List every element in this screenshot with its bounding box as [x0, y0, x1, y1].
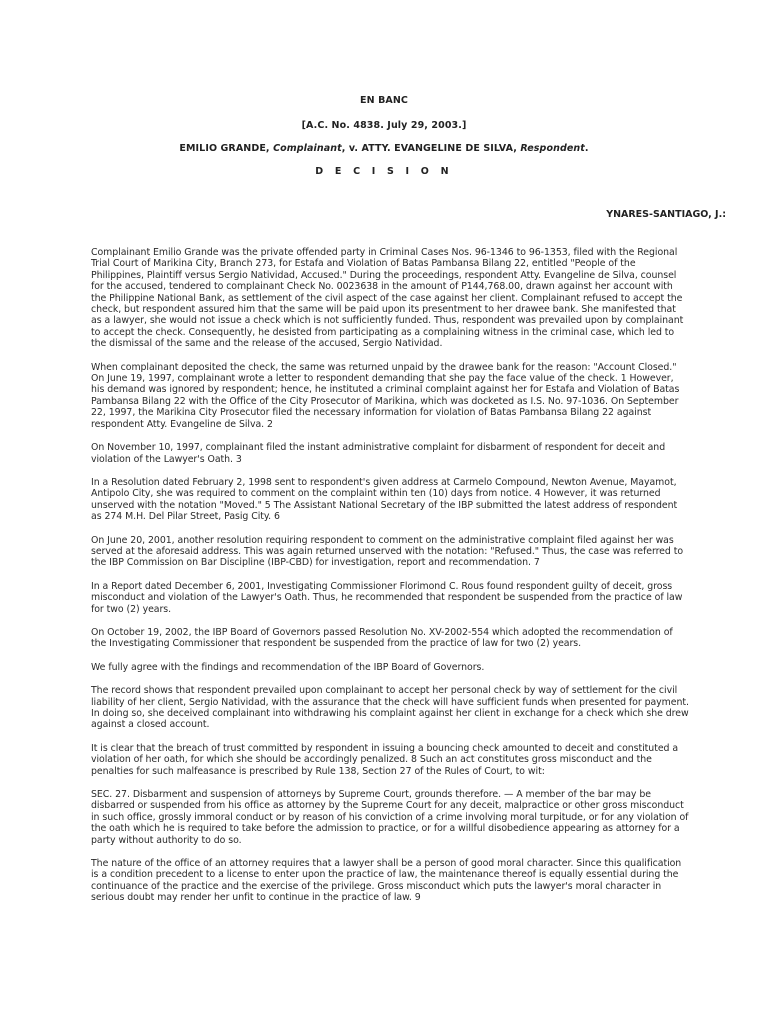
versus-respondent-name: , v. ATTY. EVANGELINE DE SILVA,	[341, 143, 521, 154]
paragraph: The record shows that respondent prevailed upon complainant to accept her personal check by way of settlement for the civil liability of her client, Sergio Natividad, with the assurance that the check will have sufficient funds when presented for payment. In doing so, she deceived complainant into withdrawing his complaint against her client in exchange for a check which she drew against a closed account.	[91, 685, 689, 731]
paragraph: In a Report dated December 6, 2001, Investigating Commissioner Florimond C. Rous found respondent guilty of deceit, gross misconduct and violation of the Lawyer's Oath. Thus, he recommended that respondent be suspended from the practice of law for two (2) years.	[91, 580, 683, 615]
paragraph: The nature of the office of an attorney requires that a lawyer shall be a person of good moral character. Since this qualification is a condition precedent to a license to enter upon the practice of law, the maintenance thereof is equally essential during the continuance of the practice and the exercise of the privilege. Gross misconduct which puts the lawyer's moral character in serious doubt may render her unfit to continue in the practice of law. 9	[91, 858, 682, 904]
parties-end: .	[584, 143, 589, 154]
paragraph: It is clear that the breach of trust committed by respondent in issuing a bouncing check amounted to deceit and constituted a violation of her oath, for which she should be accordingly penalized. 8 Such an act constitutes gross misconduct and the penalties for such malfeasance is prescribed by Rule 138, Section 27 of the Rules of Court, to wit:	[91, 742, 679, 777]
respondent-role: Respondent	[520, 143, 585, 154]
paragraph: We fully agree with the findings and recommendation of the IBP Board of Governors.	[91, 661, 485, 673]
decision-body	[91, 247, 689, 916]
decision-title: D E C I S I O N	[315, 166, 453, 177]
statute-quote: SEC. 27. Disbarment and suspension of attorneys by Supreme Court, grounds therefore. — A member of the bar may be disbarred or suspended from his office as attorney by the Supreme Court for any deceit, malpractice or other gross misconduct in such office, grossly immoral conduct or by reason of his conviction of a crime involving moral turpitude, or for any violation of the oath which he is required to take before the admission to practice, or for a willful disobedience appearing as attorney for a party without authority to do so.	[91, 789, 689, 846]
paragraph: On October 19, 2002, the IBP Board of Governors passed Resolution No. XV-2002-554 which adopted the recommendation of the Investigating Commissioner that respondent be suspended from the practice of law for two (2) years.	[91, 626, 673, 650]
complainant-role: Complainant	[273, 143, 342, 154]
paragraph: Complainant Emilio Grande was the private offended party in Criminal Cases Nos. 96-1346 to 96-1353, filed with the Regional Trial Court of Marikina City, Branch 273, for Estafa and Violation of Batas Pambansa Bilang 22, entitled "People of the Philippines, Plaintiff versus Sergio Natividad, Accused." During the proceedings, respondent Atty. Evangeline de Silva, counsel for the accused, tendered to complainant Check No. 0023638 in the amount of P144,768.00, drawn against her account with the Philippine National Bank, as settlement of the civil aspect of the case against her client. Complainant refused to accept the check, but respondent assured him that the same will be paid upon its presentment to her drawee bank. She manifested that as a lawyer, she would not issue a check which is not sufficiently funded. Thus, respondent was prevailed upon by complainant to accept the check. Consequently, he desisted from participating as a complaining witness in the criminal case, which led to the dismissal of the same and the release of the accused, Sergio Natividad.	[91, 247, 684, 350]
complainant-name: EMILIO GRANDE,	[179, 143, 274, 154]
paragraph: On June 20, 2001, another resolution requiring respondent to comment on the administrative complaint filed against her was served at the aforesaid address. This was again returned unserved with the notation: "Refused." Thus, the case was referred to the IBP Commission on Bar Discipline (IBP-CBD) for investigation, report and recommendation. 7	[91, 534, 684, 569]
court-heading: EN BANC	[360, 95, 408, 106]
paragraph: On November 10, 1997, complainant filed the instant administrative complaint for disbarment of respondent for deceit and violation of the Lawyer's Oath. 3	[91, 442, 666, 465]
ponente: YNARES-SANTIAGO, J.:	[606, 209, 726, 220]
case-number: [A.C. No. 4838. July 29, 2003.]	[301, 120, 467, 131]
paragraph: When complainant deposited the check, the same was returned unpaid by the drawee bank for the reason: "Account Closed." On June 19, 1997, complainant wrote a letter to respondent demanding that she pay the face value of the check. 1 However, his demand was ignored by respondent; hence, he instituted a criminal complaint against her for Estafa and Violation of Batas Pambansa Bilang 22 with the Office of the City Prosecutor of Marikina, which was docketed as I.S. No. 97-1036. On September 22, 1997, the Marikina City Prosecutor filed the necessary information for violation of Batas Pambansa Bilang 22 against respondent Atty. Evangeline de Silva. 2	[91, 361, 680, 430]
paragraph: In a Resolution dated February 2, 1998 sent to respondent's given address at Carmelo Compound, Newton Avenue, Mayamot, Antipolo City, she was required to comment on the complaint within ten (10) days from notice. 4 However, it was returned unserved with the notation "Moved." 5 The Assistant National Secretary of the IBP submitted the latest address of respondent as 274 M.H. Del Pilar Street, Pasig City. 6	[91, 476, 678, 523]
case-parties	[0, 143, 768, 154]
